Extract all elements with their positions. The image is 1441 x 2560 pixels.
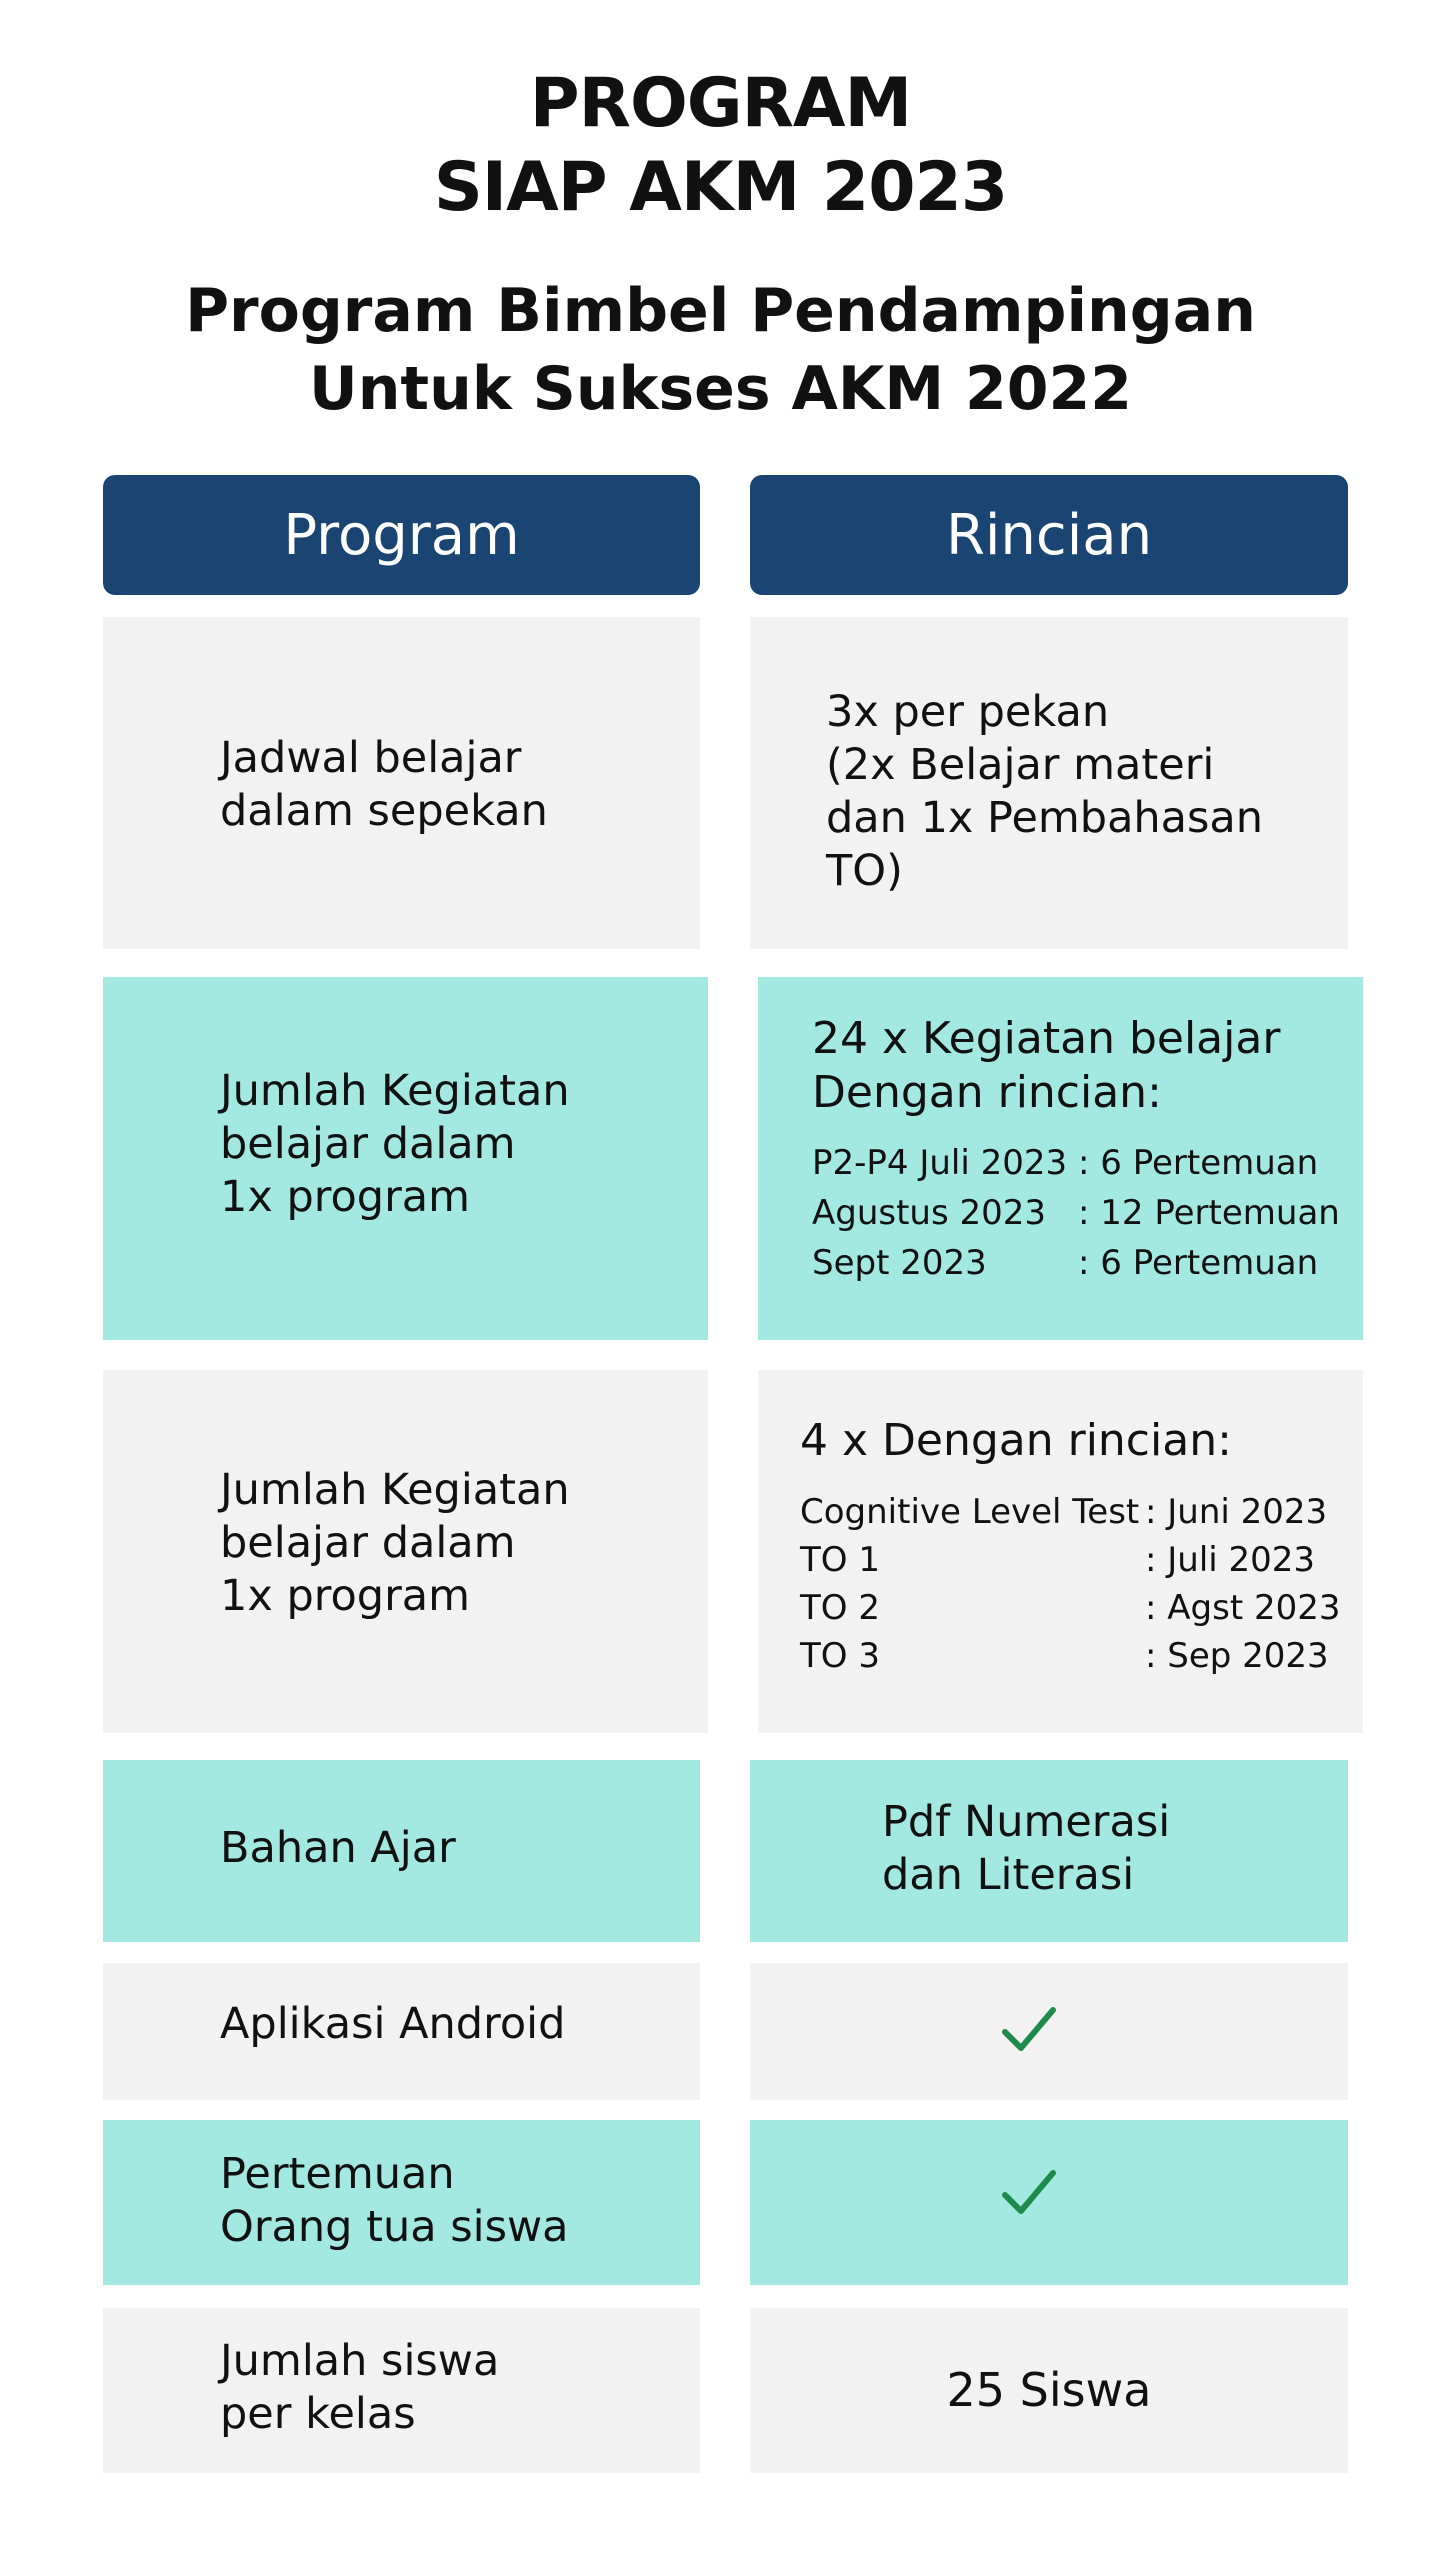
schedule-value: : Sep 2023 — [1145, 1636, 1329, 1676]
row-2-detail-title-line: Dengan rincian: — [812, 1067, 1162, 1118]
schedule-value: : Juli 2023 — [1145, 1540, 1316, 1580]
row-1-detail — [826, 686, 1263, 898]
schedule-row — [812, 1238, 1340, 1288]
row-7-label-line: Jumlah siswa — [220, 2336, 500, 2386]
row-4-label — [220, 1822, 456, 1875]
schedule-value: : 6 Pertemuan — [1078, 1143, 1319, 1183]
schedule-value: : 12 Pertemuan — [1078, 1193, 1340, 1233]
row-2-label — [220, 1065, 570, 1224]
page-title — [0, 62, 1441, 230]
row-6-label — [220, 2148, 569, 2254]
row-3-label-line: Jumlah Kegiatan — [220, 1465, 570, 1515]
schedule-value: : Agst 2023 — [1145, 1588, 1341, 1628]
row-1-detail-line: 3x per pekan — [826, 687, 1110, 737]
row-4-detail — [882, 1796, 1170, 1902]
schedule-row — [800, 1488, 1340, 1536]
row-2-schedule — [812, 1138, 1340, 1288]
row-3-label-line: 1x program — [220, 1571, 471, 1621]
row-2-label-line: belajar dalam — [220, 1119, 516, 1169]
schedule-value: : Juni 2023 — [1145, 1492, 1328, 1532]
title-line-1: PROGRAM — [529, 64, 912, 143]
row-1-label — [220, 732, 548, 838]
row-1-label-line: Jadwal belajar — [220, 733, 522, 783]
schedule-row — [812, 1188, 1340, 1238]
schedule-row — [800, 1536, 1340, 1584]
row-6-label-line: Orang tua siswa — [220, 2202, 569, 2252]
row-4-label-line: Bahan Ajar — [220, 1823, 456, 1873]
row-3-label-line: belajar dalam — [220, 1518, 516, 1568]
row-7-label — [220, 2335, 499, 2441]
page-subtitle — [0, 272, 1441, 428]
row-5-label-line: Aplikasi Android — [220, 1999, 566, 2049]
row-1-detail-line: dan 1x Pembahasan — [826, 793, 1264, 843]
row-1-label-line: dalam sepekan — [220, 786, 548, 836]
schedule-key: TO 3 — [800, 1636, 880, 1676]
subtitle-line-1: Program Bimbel Pendampingan — [185, 276, 1256, 346]
row-2-detail-title — [812, 1012, 1280, 1120]
subtitle-line-2: Untuk Sukses AKM 2022 — [309, 354, 1132, 424]
row-4-detail-line: dan Literasi — [882, 1850, 1135, 1900]
row-2-label-line: 1x program — [220, 1172, 471, 1222]
schedule-row — [800, 1632, 1340, 1680]
row-5-label — [220, 1998, 565, 2051]
schedule-key: TO 2 — [800, 1588, 880, 1628]
schedule-key: Agustus 2023 — [812, 1193, 1047, 1233]
schedule-key: Sept 2023 — [812, 1243, 987, 1283]
row-2-detail-title-line: 24 x Kegiatan belajar — [812, 1013, 1281, 1064]
check-icon — [999, 2163, 1059, 2223]
schedule-key: Cognitive Level Test — [800, 1492, 1140, 1532]
row-7-detail: 25 Siswa — [946, 2363, 1152, 2417]
schedule-row — [800, 1584, 1340, 1632]
row-2-label-line: Jumlah Kegiatan — [220, 1066, 570, 1116]
header-program: Program — [103, 475, 700, 595]
schedule-key: TO 1 — [800, 1540, 880, 1580]
row-1-detail-line: (2x Belajar materi — [826, 740, 1215, 790]
header-rincian: Rincian — [750, 475, 1348, 595]
row-4-detail-line: Pdf Numerasi — [882, 1797, 1171, 1847]
row-1-detail-line: TO) — [826, 846, 903, 896]
row-7-label-line: per kelas — [220, 2389, 416, 2439]
row-3-schedule — [800, 1488, 1340, 1680]
row-3-detail-title — [800, 1414, 1232, 1468]
row-3-detail-title-line: 4 x Dengan rincian: — [800, 1415, 1232, 1466]
schedule-key: P2-P4 Juli 2023 — [812, 1143, 1068, 1183]
row-3-label — [220, 1464, 570, 1623]
schedule-value: : 6 Pertemuan — [1078, 1243, 1319, 1283]
title-line-2: SIAP AKM 2023 — [433, 148, 1008, 227]
row-6-label-line: Pertemuan — [220, 2149, 455, 2199]
check-icon — [999, 2000, 1059, 2060]
schedule-row — [812, 1138, 1340, 1188]
